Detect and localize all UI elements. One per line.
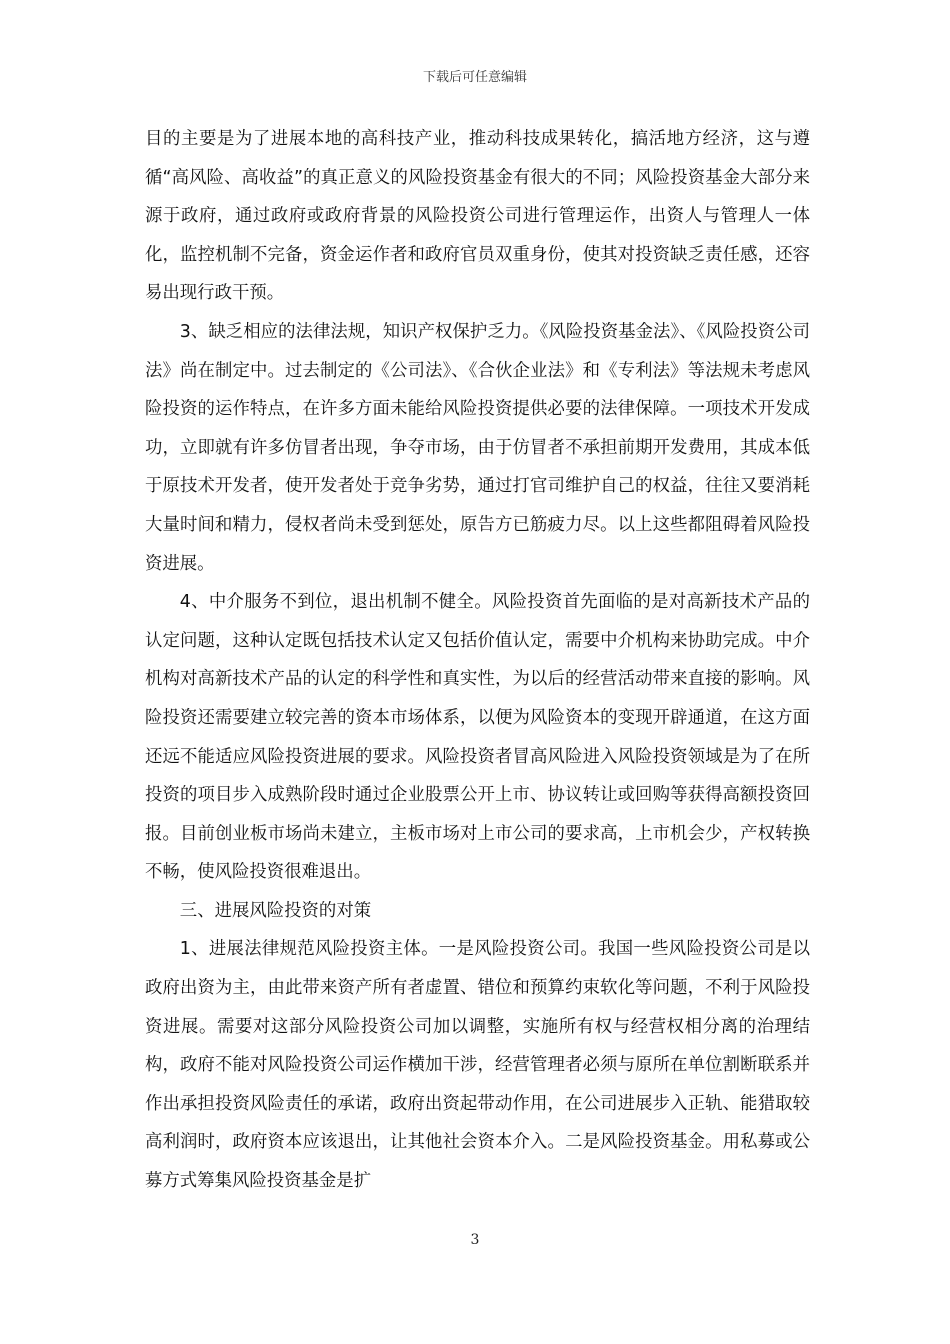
page-number: 3 <box>470 1232 480 1248</box>
section-heading: 三、进展风险投资的对策 <box>179 900 372 921</box>
paragraph: 3、缺乏相应的法律法规，知识产权保护乏力。《风险投资基金法》、《风险投资公司法》尚在制定中。过去制定的《公司法》、《合伙企业法》和《专利法》等法规未考虑风险投资的运作特点，在许多方面未能给风险投资提供必要的法律保障。一项技术开发成功，立即就有许多仿冒者出现，争夺市场，由于仿冒者不承担前期开发费用，其成本低于原技术开发者，使开发者处于竞争劣势，通过打官司维护自己的权益，往往又要消耗大量时间和精力，侵权者尚未受到惩处，原告方已筋疲力尽。以上这些都阻碍着风险投资进展。 <box>145 321 810 574</box>
page-header: 下载后可任意编辑 <box>422 70 527 85</box>
paragraph: 4、中介服务不到位，退出机制不健全。风险投资首先面临的是对高新技术产品的认定问题，这种认定既包括技术认定又包括价值认定，需要中介机构来协助完成。中介机构对高新技术产品的认定的科学性和真实性，为以后的经营活动带来直接的影响。风险投资还需要建立较完善的资本市场体系，以便为风险资本的变现开辟通道，在这方面还远不能适应风险投资进展的要求。风险投资者冒高风险进入风险投资领域是为了在所投资的项目步入成熟阶段时通过企业股票公开上市、协议转让或回购等获得高额投资回报。目前创业板市场尚未建立，主板市场对上市公司的要求高，上市机会少，产权转换不畅，使风险投资很难退出。 <box>145 592 810 883</box>
paragraph: 1、进展法律规范风险投资主体。一是风险投资公司。我国一些风险投资公司是以政府出资为主，由此带来资产所有者虚置、错位和预算约束软化等问题，不利于风险投资进展。需要对这部分风险投资公司加以调整，实施所有权与经营权相分离的治理结构，政府不能对风险投资公司运作横加干涉，经营管理者必须与原所在单位割断联系并作出承担投资风险责任的承诺，政府出资起带动作用，在公司进展步入正轨、能猎取较高利润时，政府资本应该退出，让其他社会资本介入。二是风险投资基金。用私募或公募方式筹集风险投资基金是扩 <box>145 939 810 1192</box>
document-body <box>145 120 810 1201</box>
paragraph: 目的主要是为了进展本地的高科技产业，推动科技成果转化，搞活地方经济，这与遵循“高风险、高收益”的真正意义的风险投资基金有很大的不同；风险投资基金大部分来源于政府，通过政府或政府背景的风险投资公司进行管理运作，出资人与管理人一体化，监控机制不完备，资金运作者和政府官员双重身份，使其对投资缺乏责任感，还容易出现行政干预。 <box>145 129 810 304</box>
